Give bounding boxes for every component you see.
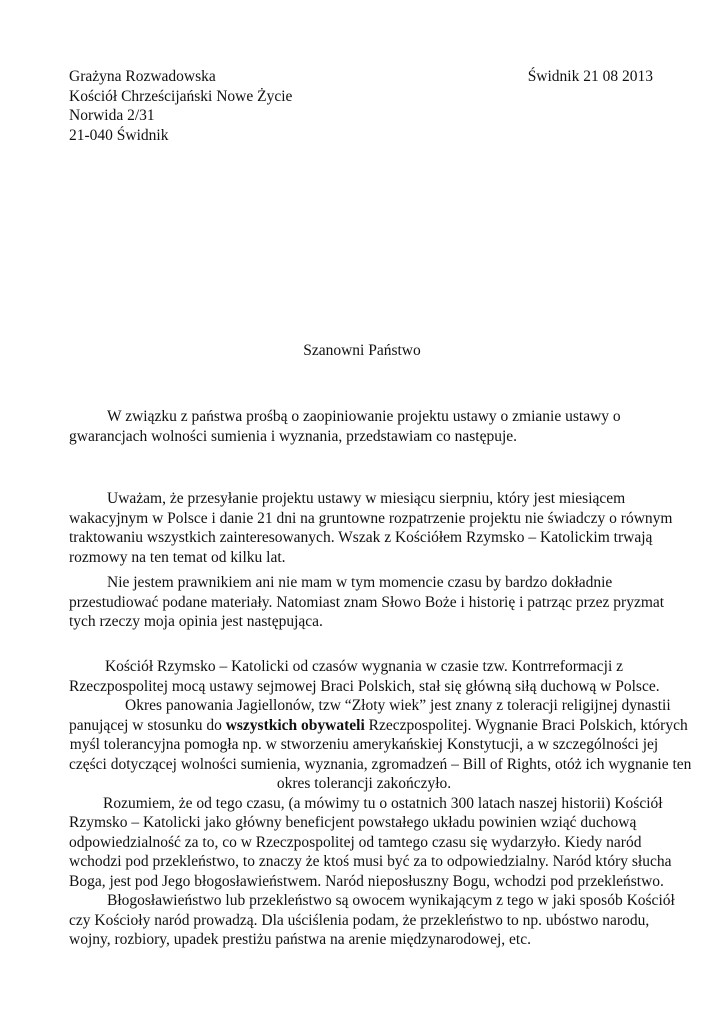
text-segment: Rzeczpospolitej. Wygnanie Braci Polskich, których xyxy=(364,716,688,734)
text-line: W związku z państwa prośbą o zaopiniowanie projektu ustawy o zmianie ustawy o xyxy=(107,408,621,425)
text-line: rozmowy na ten temat od kilku lat. xyxy=(69,548,286,566)
text-line: odpowiedzialność za to, co w Rzeczpospolitej od tamtego czasu się wydarzyło. Kiedy naród xyxy=(69,833,642,851)
sender-name: Grażyna Rozwadowska xyxy=(69,68,216,85)
text-line: przestudiować podane materiały. Natomiast znam Słowo Boże i historię i patrząc przez pryzmat xyxy=(69,593,665,611)
text-line: Uważam, że przesyłanie projektu ustawy w miesiącu sierpniu, który jest miesiącem xyxy=(107,490,626,507)
text-line: Rzeczpospolitej mocą ustawy sejmowej Braci Polskich, stał się główną siłą duchową w Polsce. xyxy=(69,677,660,695)
text-line: Kościół Rzymsko – Katolicki od czasów wygnania w czasie tzw. Kontrreformacji z xyxy=(104,658,624,675)
text-line: wojny, rozbiory, upadek prestiżu państwa na arenie międzynarodowej, etc. xyxy=(69,931,531,948)
paragraph-intro xyxy=(69,407,659,446)
paragraph-history xyxy=(69,657,692,950)
text-line: Boga, jest pod Jego błogosławieństwem. Naród nieposłuszny Bogu, wchodzi pod przekleństwo. xyxy=(69,872,664,890)
sender-organization: Kościół Chrześcijański Nowe Życie xyxy=(69,87,293,105)
sender-address-block xyxy=(69,67,292,145)
text-line: gwarancjach wolności sumienia i wyznania, przedstawiam co następuje. xyxy=(69,427,518,445)
paragraph-disclaimer xyxy=(69,573,665,632)
text-line: myśl tolerancyjna pomogła np. w stworzeniu amerykańskiej Konstytucji, a w szczególności jej xyxy=(69,736,659,753)
text-line: Okres panowania Jagiellonów, tzw “Złoty wiek” jest znany z toleracji religijnej dynastii xyxy=(125,697,671,714)
text-line: okres tolerancji zakończyło. xyxy=(276,775,452,792)
text-line: Rozumiem, że od tego czasu, (a mówimy tu o ostatnich 300 latach naszej historii) Kościół xyxy=(103,794,663,812)
text-line: wchodzi pod przekleństwo, to znaczy że ktoś musi być za to odpowiedzialny. Naród który słucha xyxy=(69,853,672,870)
bold-phrase: wszystkich obywateli xyxy=(225,716,365,734)
salutation: Szanowni Państwo xyxy=(303,342,421,359)
text-line: czy Kościoły naród prowadzą. Dla uściślenia podam, że przekleństwo to np. ubóstwo narodu, xyxy=(69,911,650,929)
sender-street: Norwida 2/31 xyxy=(69,107,155,124)
text-line: tych rzeczy moja opinia jest następująca. xyxy=(69,613,323,630)
sender-city: 21-040 Świdnik xyxy=(69,126,169,144)
text-line: Błogosławieństwo lub przekleństwo są owocem wynikającym z tego w jaki sposób Kościół xyxy=(107,892,675,909)
letter-date: Świdnik 21 08 2013 xyxy=(527,68,653,85)
text-line: traktowaniu wszystkich zainteresowanych. Wszak z Kościółem Rzymsko – Katolickim trwają xyxy=(69,529,653,546)
text-line: wakacyjnym w Polsce i danie 21 dni na gruntowne rozpatrzenie projektu nie świadczy o równym xyxy=(69,509,673,527)
text-segment: panującej w stosunku do xyxy=(69,716,226,734)
text-line-emphasis xyxy=(69,716,688,736)
text-line: Nie jestem prawnikiem ani nie mam w tym momencie czasu by bardzo dokładnie xyxy=(107,574,613,591)
text-line: części dotyczącej wolności sumienia, wyznania, zgromadzeń – Bill of Rights, otóż ich wygnanie ten xyxy=(69,755,692,773)
text-line: Rzymsko – Katolicki jako główny beneficjent powstałego układu powinien wziąć duchową xyxy=(69,814,637,831)
paragraph-timing xyxy=(69,489,673,567)
